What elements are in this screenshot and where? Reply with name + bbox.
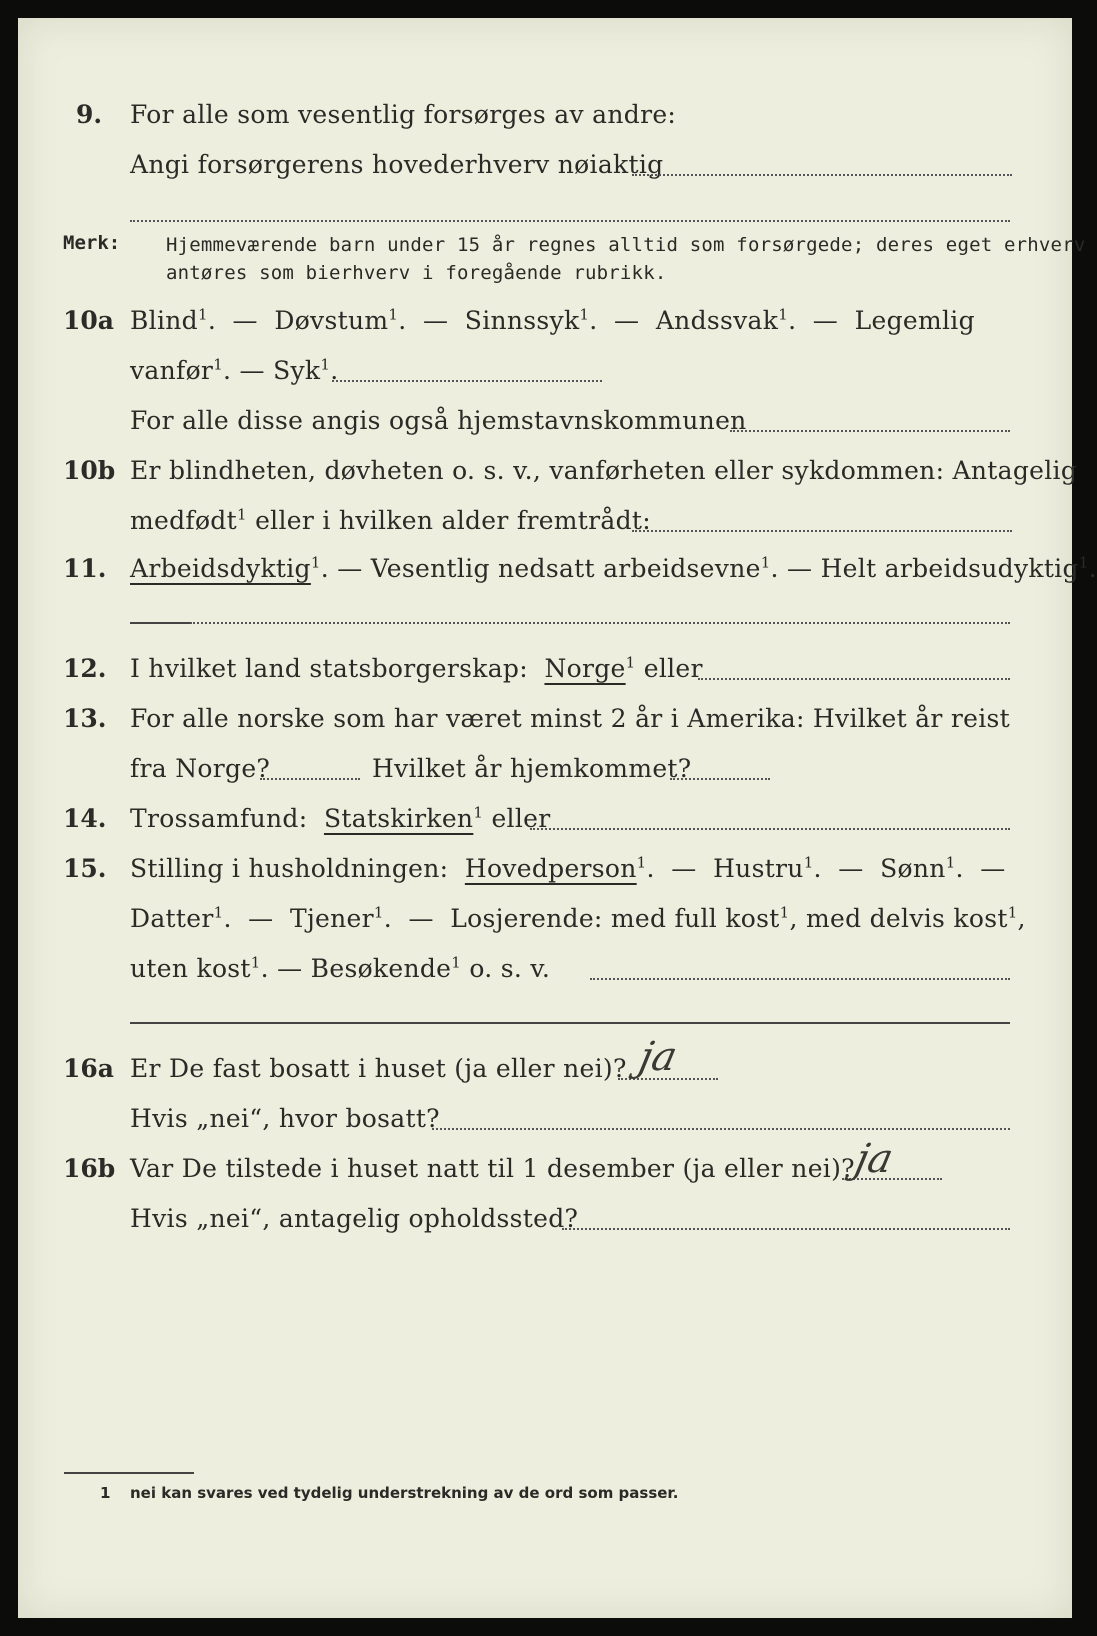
opt-nedsatt[interactable]: Vesentlig nedsatt arbeidsevne	[370, 554, 761, 583]
q16b-line2: Hvis „nei“, antagelig opholdssted?	[130, 1204, 579, 1233]
q13-fra: fra Norge?	[130, 754, 271, 783]
opt-vanfor[interactable]: vanfør	[130, 356, 214, 385]
q11-line1: Arbeidsdyktig$^1$. — Vesentlig nedsatt arbeidsevne$^1$. — Helt arbeidsudyktig$^1$.	[130, 553, 1097, 583]
q10a-number: 10a	[63, 306, 114, 335]
opt-sinnssyk[interactable]: Sinnssyk	[464, 306, 580, 335]
opt-hustru[interactable]: Hustru	[713, 854, 804, 883]
opt-andssvak[interactable]: Andssvak	[655, 306, 779, 335]
q11-answer-line[interactable]	[190, 622, 1010, 624]
q12-lead: I hvilket land statsborgerskap:	[130, 654, 528, 683]
opt-delvis-kost[interactable]: med delvis kost	[805, 904, 1008, 933]
q13-reist-line[interactable]	[260, 778, 360, 780]
q15-lead: Stilling i husholdningen:	[130, 854, 449, 883]
q10b-line2: medfødt$^1$ eller i hvilken alder fremtrådt:	[130, 505, 651, 535]
q14-answer-line[interactable]	[530, 828, 1010, 830]
q12-line1: I hvilket land statsborgerskap: Norge$^1$ eller	[130, 653, 703, 683]
q9-line2: Angi forsørgerens hovederhverv nøiaktig	[130, 150, 664, 179]
q13-line1: For alle norske som har været minst 2 år i Amerika: Hvilket år reist	[130, 704, 1011, 733]
q10b-rest: eller i hvilken alder fremtrådt:	[255, 506, 651, 535]
opt-legemlig[interactable]: Legemlig	[854, 306, 975, 335]
q16a-bosatt-line[interactable]	[432, 1128, 1010, 1130]
opt-arbeidsdyktig[interactable]: Arbeidsdyktig	[130, 554, 311, 583]
q16b-number: 16b	[63, 1154, 116, 1183]
opt-medfodt[interactable]: medfødt	[130, 506, 237, 535]
q13-hjem: Hvilket år hjemkommet?	[372, 754, 692, 783]
q14-number: 14.	[63, 804, 107, 833]
footnote-text: nei kan svares ved tydelig understrekning av de ord som passer.	[130, 1484, 679, 1502]
opt-tjener[interactable]: Tjener	[289, 904, 374, 933]
q15-answer-line[interactable]	[590, 978, 1010, 980]
q10b-number: 10b	[63, 456, 116, 485]
opt-datter[interactable]: Datter	[130, 904, 214, 933]
merk-label: Merk:	[63, 232, 121, 254]
q14-line1: Trossamfund: Statskirken$^1$ eller	[130, 803, 551, 833]
q9-answer-line[interactable]	[632, 174, 1012, 176]
opt-dovstum[interactable]: Døvstum	[274, 306, 389, 335]
opt-syk[interactable]: Syk	[273, 356, 321, 385]
opt-besokende[interactable]: Besøkende	[310, 954, 452, 983]
q10a-line3: For alle disse angis også hjemstavnskommunen	[130, 406, 747, 435]
q10b-line1: Er blindheten, døvheten o. s. v., vanførheten eller sykdommen: Antagelig	[130, 456, 1078, 485]
q16a-line2: Hvis „nei“, hvor bosatt?	[130, 1104, 440, 1133]
q16b-line1: Var De tilstede i huset natt til 1 desember (ja eller nei)?	[130, 1154, 855, 1183]
q9-number: 9.	[76, 100, 103, 129]
q14-eller: eller	[491, 804, 551, 833]
q10a-hjemstavn-line[interactable]	[730, 430, 1010, 432]
q10b-answer-line[interactable]	[632, 530, 1012, 532]
opt-blind[interactable]: Blind	[130, 306, 198, 335]
q10a-line2: vanfør$^1$. — Syk$^1$.	[130, 355, 339, 385]
q16a-line1: Er De fast bosatt i huset (ja eller nei)?	[130, 1054, 627, 1083]
q15-line1: Stilling i husholdningen: Hovedperson$^1$. — Hustru$^1$. — Sønn$^1$. —	[130, 853, 1006, 883]
q14-lead: Trossamfund:	[130, 804, 308, 833]
q10a-syk-line[interactable]	[332, 380, 602, 382]
opt-statskirken[interactable]: Statskirken	[323, 804, 474, 833]
opt-losjerende[interactable]: Losjerende: med full kost	[450, 904, 780, 933]
opt-uten-kost[interactable]: uten kost	[130, 954, 251, 983]
q15-separator	[130, 1022, 1010, 1024]
q13-number: 13.	[63, 704, 107, 733]
merk-line1: Hjemmeværende barn under 15 år regnes alltid som forsørgede; deres eget erhverv	[166, 234, 1086, 256]
opt-sonn[interactable]: Sønn	[880, 854, 946, 883]
q9-answer-line-2[interactable]	[130, 220, 1010, 222]
opt-udyktig[interactable]: Helt arbeidsudyktig	[820, 554, 1079, 583]
q16a-handwritten-answer[interactable]: ja	[635, 1034, 682, 1080]
opt-hovedperson[interactable]: Hovedperson	[464, 854, 637, 883]
q12-eller: eller	[643, 654, 703, 683]
q16a-number: 16a	[63, 1054, 114, 1083]
q15-line3: uten kost$^1$. — Besøkende$^1$ o. s. v.	[130, 953, 551, 983]
q11-short-rule	[130, 622, 190, 624]
q15-line2: Datter$^1$. — Tjener$^1$. — Losjerende: med full kost$^1$, med delvis kost$^1$,	[130, 903, 1026, 933]
footnote-mark: 1	[100, 1484, 111, 1502]
q12-number: 12.	[63, 654, 107, 683]
q12-answer-line[interactable]	[698, 678, 1010, 680]
q10a-line1: Blind$^1$. — Døvstum$^1$. — Sinnssyk$^1$. — Andssvak$^1$. — Legemlig	[130, 305, 975, 335]
merk-line2: antøres som bierhverv i foregående rubrikk.	[166, 262, 667, 284]
opt-norge[interactable]: Norge	[544, 654, 626, 683]
q13-hjemkommet-line[interactable]	[670, 778, 770, 780]
footnote-rule	[64, 1472, 194, 1474]
q9-line1: For alle som vesentlig forsørges av andre:	[130, 100, 677, 129]
q11-number: 11.	[63, 554, 107, 583]
q16b-opholdssted-line[interactable]	[562, 1228, 1010, 1230]
census-form-page	[18, 18, 1097, 1618]
q15-number: 15.	[63, 854, 107, 883]
q15-osv: o. s. v.	[469, 954, 551, 983]
q16b-handwritten-answer[interactable]: ja	[851, 1136, 898, 1182]
